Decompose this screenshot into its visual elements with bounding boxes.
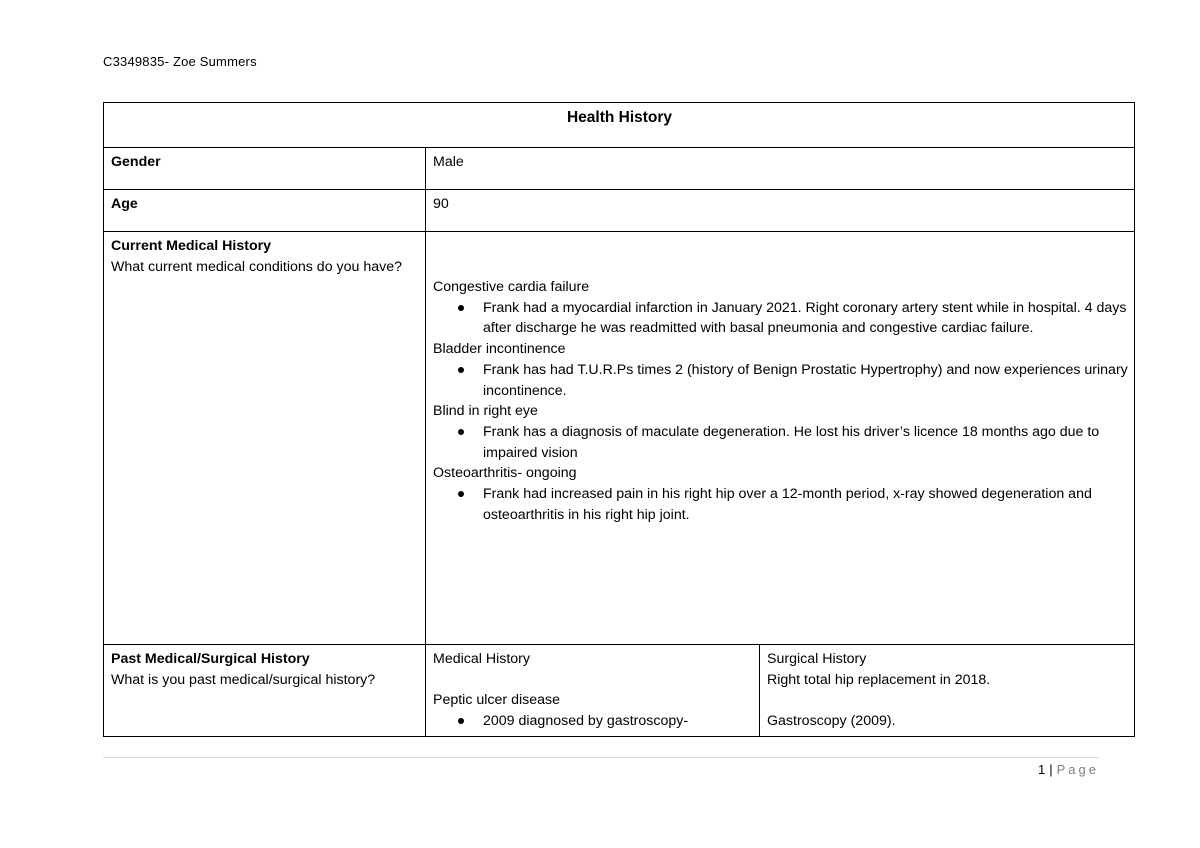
surgical-item: Right total hip replacement in 2018. xyxy=(767,671,991,688)
condition-name: Bladder incontinence xyxy=(433,341,566,358)
medical-condition: Peptic ulcer disease xyxy=(433,692,560,709)
condition-details xyxy=(433,484,1128,525)
medical-detail: 2009 diagnosed by gastroscopy- xyxy=(483,711,753,732)
medical-details xyxy=(433,711,753,732)
condition-details xyxy=(433,360,1128,401)
past-history-label-cell xyxy=(104,645,426,737)
medical-history-heading: Medical History xyxy=(433,651,530,667)
condition-detail: Frank had increased pain in his right hip over a 12-month period, x-ray showed degeneration and osteoarthritis in his right hip joint. xyxy=(483,484,1128,525)
health-history-table xyxy=(103,102,1135,737)
condition-details xyxy=(433,422,1128,463)
current-history-question: What current medical conditions do you have? xyxy=(111,258,403,275)
condition-detail: Frank has a diagnosis of maculate degeneration. He lost his driver’s licence 18 months ago due to impaired vision xyxy=(483,422,1128,463)
table-row-age xyxy=(104,190,1135,232)
page-number: 1 xyxy=(1038,762,1046,777)
current-history-content-cell xyxy=(426,232,1135,645)
current-history-label-cell xyxy=(104,232,426,645)
age-label: Age xyxy=(104,190,426,232)
page-header: C3349835- Zoe Summers xyxy=(103,54,257,69)
surgical-history-heading: Surgical History xyxy=(767,651,867,667)
table-row-current-history xyxy=(104,232,1135,645)
table-row-gender xyxy=(104,148,1135,190)
condition-name: Blind in right eye xyxy=(433,403,538,420)
footer-separator: | xyxy=(1049,762,1053,777)
condition-details xyxy=(433,298,1128,339)
footer-divider xyxy=(103,757,1099,758)
condition-detail: Frank had a myocardial infarction in January 2021. Right coronary artery stent while in hospital. 4 days after discharge he was readmitted with basal pneumonia and congestive cardiac failure. xyxy=(483,298,1128,339)
page-label: Page xyxy=(1056,762,1099,777)
medical-history-cell xyxy=(426,645,760,737)
age-value: 90 xyxy=(426,190,1135,232)
gender-label: Gender xyxy=(104,148,426,190)
current-history-label: Current Medical History xyxy=(111,238,272,254)
current-conditions xyxy=(433,277,1128,525)
surgical-item: Gastroscopy (2009). xyxy=(767,713,896,730)
past-history-label: Past Medical/Surgical History xyxy=(111,651,310,667)
table-title: Health History xyxy=(104,103,1135,148)
table-row-past-history xyxy=(104,645,1135,737)
condition-detail: Frank has had T.U.R.Ps times 2 (history of Benign Prostatic Hypertrophy) and now experiences urinary incontinence. xyxy=(483,360,1128,401)
past-history-question: What is you past medical/surgical history? xyxy=(111,671,376,688)
condition-name: Osteoarthritis- ongoing xyxy=(433,465,577,482)
surgical-history-cell xyxy=(760,645,1135,737)
gender-value: Male xyxy=(426,148,1135,190)
condition-name: Congestive cardia failure xyxy=(433,279,590,295)
page-footer xyxy=(1038,762,1099,777)
